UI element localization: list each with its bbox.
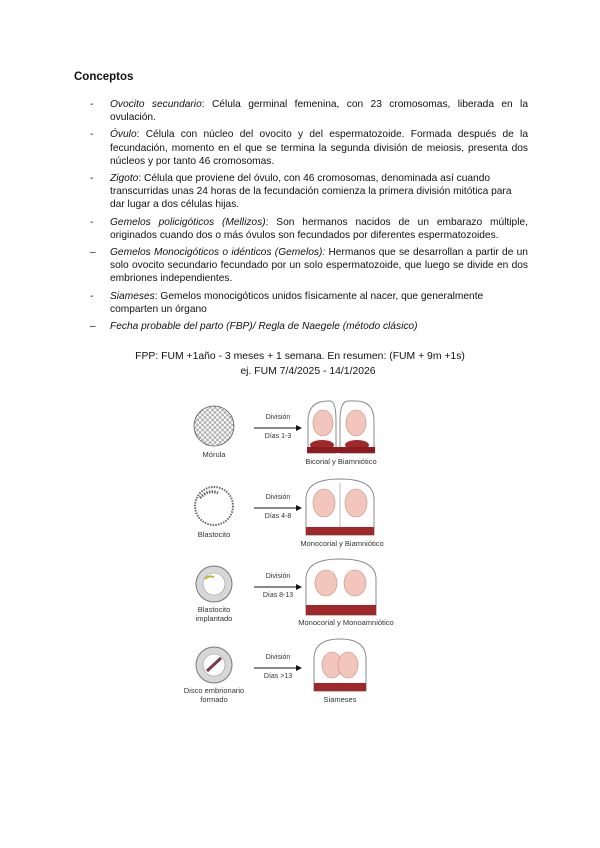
definition-text: Gemelos monocigóticos unidos físicamente al nacer, que generalmente comparten un órgano xyxy=(110,290,484,315)
list-bullet: - xyxy=(90,290,94,302)
division-label: División xyxy=(265,654,291,661)
definition-list xyxy=(90,98,528,337)
definition-text: Célula que proviene del óvulo, con 46 cromosomas, denominada así cuando transcurridas unas 24 horas de la fecundación comienza la primera división mitótica para dar lugar a dos células hijas. xyxy=(110,173,512,211)
definition-separator: : xyxy=(154,290,161,302)
definition-term: Óvulo xyxy=(110,129,137,141)
definition-text: Hermanos que se desarrollan a partir de un solo ovocito secundario fecundado por un solo espermatozoide, que luego se divide en dos embriones independientes. xyxy=(110,247,528,285)
result-label: Bicorial y Biamniótico xyxy=(305,457,377,466)
twinning-diagram-svg xyxy=(190,395,410,715)
definition-term: Siameses xyxy=(110,290,155,302)
list-bullet: - xyxy=(90,173,94,185)
definition-separator: : xyxy=(136,129,146,141)
division-arrow xyxy=(254,505,302,511)
definition-item xyxy=(90,320,528,333)
definition-separator: : xyxy=(201,99,212,110)
days-label: Días 1-3 xyxy=(264,433,292,440)
list-bullet: - xyxy=(90,216,94,228)
definition-term: Gemelos policigóticos (Mellizos) xyxy=(110,216,266,228)
stage-label: Blastocito implantado xyxy=(195,605,233,623)
division-label: División xyxy=(265,414,291,421)
days-label: Días >13 xyxy=(263,673,293,680)
definition-item xyxy=(90,172,528,212)
definition-term: Zigoto xyxy=(110,173,139,185)
days-label: Días 8-13 xyxy=(262,592,294,599)
definition-text: Son hermanos nacidos de un embarazo múltiple, originados cuando dos o más óvulos son fecundados por diferentes espermatozoides. xyxy=(110,216,528,241)
list-bullet: - xyxy=(90,129,94,141)
stage-label: Blastocito xyxy=(197,530,231,539)
definition-term: Gemelos Monocigóticos o idénticos (Gemelos): xyxy=(110,247,326,259)
result-label: Siameses xyxy=(323,695,357,704)
result-label: Monocorial y Biamniótico xyxy=(300,539,384,548)
stage-label: Mórula xyxy=(202,450,226,459)
division-label: División xyxy=(265,573,291,580)
list-bullet: – xyxy=(90,321,96,333)
definition-text: Célula germinal femenina, con 23 cromosomas, liberada en la ovulación. xyxy=(110,99,528,124)
result-label: Monocorial y Monoamniótico xyxy=(298,618,394,627)
fpp-example: ej. FUM 7/4/2025 - 14/1/2026 xyxy=(240,366,376,377)
definition-term: Fecha probable del parto (FBP)/ Regla de Naegele (método clásico) xyxy=(110,321,418,333)
list-bullet: - xyxy=(90,99,94,110)
conjoined-twins-illustration xyxy=(314,639,366,691)
monochorionic-diamniotic-twins-illustration xyxy=(306,479,374,535)
morula-illustration xyxy=(194,406,234,446)
definition-item xyxy=(90,98,528,124)
definition-term: Ovocito secundario xyxy=(110,99,202,110)
monochorionic-monoamniotic-twins-illustration xyxy=(306,559,376,615)
division-arrow xyxy=(254,425,302,431)
definition-item xyxy=(90,216,528,242)
fpp-formula: FPP: FUM +1año - 3 meses + 1 semana. En resumen: (FUM + 9m +1s) xyxy=(135,351,465,362)
section-heading: Conceptos xyxy=(74,71,134,83)
definition-item xyxy=(90,128,528,168)
definition-item xyxy=(90,246,528,286)
days-label: Días 4-8 xyxy=(264,513,292,520)
definition-separator: : xyxy=(138,173,144,185)
definition-item xyxy=(90,290,528,316)
definition-text: Célula con núcleo del ovocito y del espermatozoide. Formada después de la fecundación, momento en el que se termina la segunda división de meiosis, presenta dos núcleos y por tanto 46 cromosomas. xyxy=(110,129,528,167)
bichorionic-twins-illustration xyxy=(307,401,375,453)
embryonic-disc-illustration xyxy=(196,647,232,683)
implanted-blastocyst-illustration xyxy=(196,566,232,602)
blastocyst-illustration xyxy=(195,487,233,525)
division-label: División xyxy=(265,494,291,501)
division-arrow xyxy=(254,584,302,590)
twinning-diagram xyxy=(183,395,410,715)
list-bullet: – xyxy=(90,247,96,259)
stage-label: Disco embrionario formado xyxy=(183,686,245,704)
division-arrow xyxy=(254,665,302,671)
definition-separator: : xyxy=(265,216,277,228)
